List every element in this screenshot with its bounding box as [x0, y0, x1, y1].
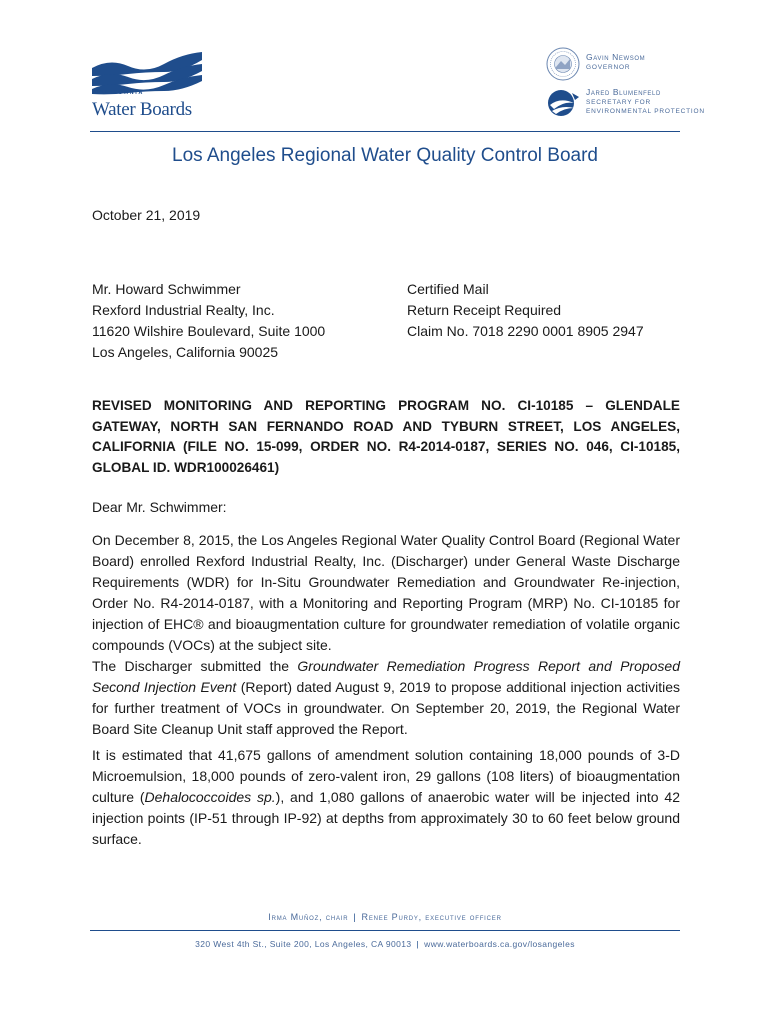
mailing-line: Return Receipt Required	[407, 302, 562, 318]
recipient-address	[92, 279, 325, 363]
mailing-info	[407, 279, 644, 342]
footer-divider	[90, 930, 680, 931]
recipient-line: Rexford Industrial Realty, Inc.	[92, 302, 275, 318]
secretary-title-line2: ENVIRONMENTAL PROTECTION	[586, 108, 705, 115]
state-seal-icon	[546, 47, 580, 81]
secretary-name: Jared Blumenfeld	[586, 87, 661, 97]
paragraph-1: On December 8, 2015, the Los Angeles Regional Water Quality Control Board (Regional Water Board) enrolled Rexford Industrial Realty, Inc. (Discharger) under General Waste Discharge Requirements (WDR) for In-Situ Groundwater Remediation and Groundwater Re-injection, Order No. R4-2014-0187, with a Monitoring and Reporting Program (MRP) No. CI-10185 for injection of EHC® and bioaugmentation culture for groundwater remediation of volatile organic compounds (VOCs) at the subject site.	[92, 532, 680, 653]
paragraph-3-text-b: ), and 1,080 gallons of anaerobic water will be injected into 42 injection points (IP-51 through IP-92) at depths from approximately 30 to 60 feet below ground surface.	[92, 789, 680, 847]
letter-date: October 21, 2019	[92, 207, 201, 223]
chair-name: Irma Muñoz, chair	[268, 912, 349, 922]
recipient-line: Mr. Howard Schwimmer	[92, 281, 241, 297]
logo-state-label: CALIFORNIA	[94, 90, 144, 96]
paragraph-2-text-a: The Discharger submitted the	[92, 658, 298, 674]
mailing-line: Claim No. 7018 2290 0001 8905 2947	[407, 323, 644, 339]
footer-separator: |	[353, 912, 357, 922]
executive-officer-name: Renee Purdy, executive officer	[361, 912, 502, 922]
recipient-line: 11620 Wilshire Boulevard, Suite 1000	[92, 323, 326, 339]
report-title: Groundwater Remediation Progress Report and Proposed Second Injection Event	[92, 658, 681, 695]
paragraph-3-text-a: It is estimated that 41,675 gallons of amendment solution containing 18,000 pounds of 3-D Microemulsion, 18,000 pounds of zero-valent iron, 29 gallons (108 liters) of bioaugmentation culture (	[92, 747, 680, 805]
species-name: Dehalococcoides sp.	[144, 789, 276, 805]
calepa-emblem-icon	[546, 87, 582, 119]
salutation: Dear Mr. Schwimmer:	[92, 499, 227, 515]
paragraph-3	[92, 745, 680, 850]
letter-subject: REVISED MONITORING AND REPORTING PROGRAM NO. CI-10185 – GLENDALE GATEWAY, NORTH SAN FERNANDO ROAD AND TYBURN STREET, LOS ANGELES, CALIFORNIA (FILE NO. 15-099, ORDER NO. R4-2014-0187, SERIES NO. 046, CI-10185, GLOBAL ID. WDR100026461)	[92, 398, 680, 475]
logo-name: Water Boards	[92, 99, 192, 120]
header-divider	[90, 131, 680, 132]
office-address: 320 West 4th St., Suite 200, Los Angeles, CA 90013	[195, 939, 412, 949]
board-title: Los Angeles Regional Water Quality Control Board	[172, 145, 598, 166]
mailing-line: Certified Mail	[407, 281, 489, 297]
recipient-line: Los Angeles, California 90025	[92, 344, 279, 360]
footer-separator: |	[416, 939, 420, 949]
paragraph-2-text-b: (Report) dated August 9, 2019 to propose additional injection activities for further treatment of VOCs in groundwater. On September 20, 2019, the Regional Water Board Site Cleanup Unit staff approved the Report.	[92, 679, 680, 737]
website-link[interactable]: www.waterboards.ca.gov/losangeles	[424, 939, 575, 949]
governor-title: GOVERNOR	[586, 64, 631, 71]
paragraph-2	[92, 656, 680, 740]
footer-officials	[0, 912, 770, 922]
secretary-title: SECRETARY FOR	[586, 99, 651, 106]
governor-name: Gavin Newsom	[586, 52, 646, 62]
footer-contact	[0, 939, 770, 949]
